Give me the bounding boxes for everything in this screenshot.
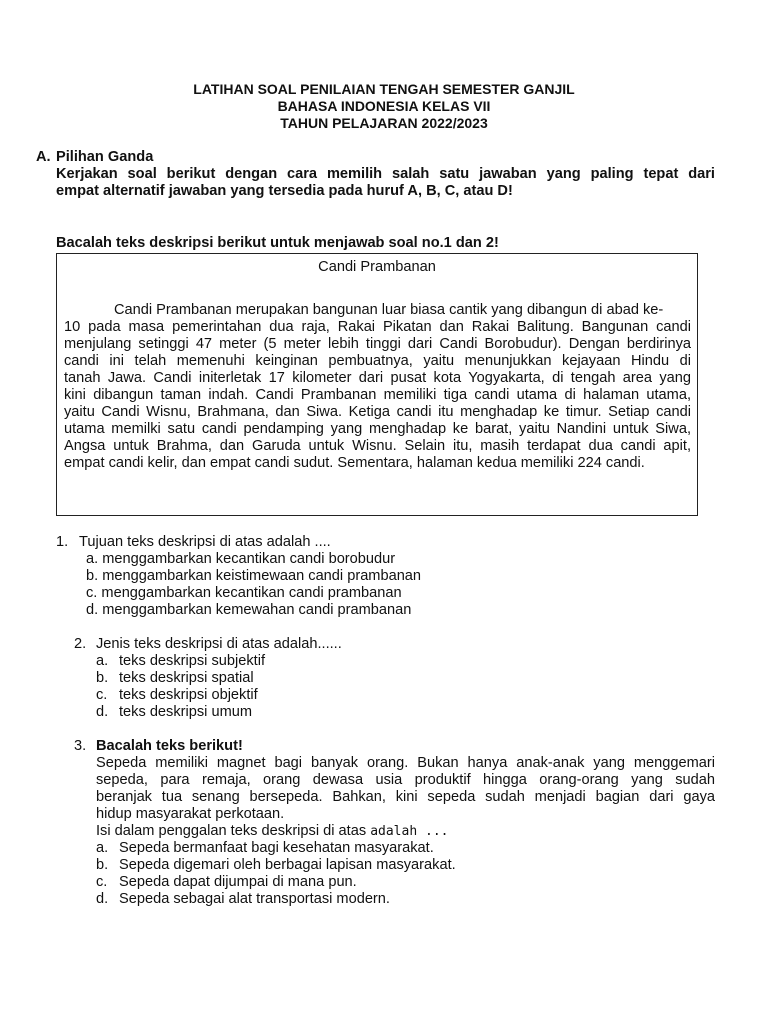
question-3-option-c[interactable]: Sepeda dapat dijumpai di mana pun. bbox=[119, 874, 357, 890]
instruction-line-2: empat alternatif jawaban yang tersedia pada huruf A, B, C, atau D! bbox=[56, 183, 513, 199]
question-2-number: 2. bbox=[74, 636, 87, 652]
question-2-option-a-letter: a. bbox=[96, 653, 109, 669]
header-title-line-3: TAHUN PELAJARAN 2022/2023 bbox=[280, 115, 488, 131]
passage-line: Angsa untuk Brahma, dan Garuda untuk Wisnu. Selain itu, masih terdapat dua candi apit, bbox=[64, 438, 691, 454]
question-2-option-d-letter: d. bbox=[96, 704, 109, 720]
question-1-text: Tujuan teks deskripsi di atas adalah .... bbox=[79, 534, 331, 550]
question-3-option-b[interactable]: Sepeda digemari oleh berbagai lapisan masyarakat. bbox=[119, 857, 456, 873]
option-letter: d. bbox=[86, 602, 99, 618]
section-title: Pilihan Ganda bbox=[56, 149, 154, 165]
option-letter: c. bbox=[86, 585, 98, 601]
question-1-option-b[interactable] bbox=[86, 568, 421, 585]
passage-line: menjulang setinggi 47 meter (5 meter lebih tinggi dari Candi Borobudur). Dengan berdirinya bbox=[64, 336, 691, 352]
option-text: menggambarkan kemewahan candi prambanan bbox=[102, 602, 412, 618]
question-3-option-d-letter: d. bbox=[96, 891, 109, 907]
section-label: A. bbox=[36, 149, 51, 165]
question-3-prompt-tail: adalah ... bbox=[370, 824, 449, 839]
question-2-option-b[interactable]: teks deskripsi spatial bbox=[119, 670, 254, 686]
question-3-option-c-letter: c. bbox=[96, 874, 108, 890]
header-title-line-1: LATIHAN SOAL PENILAIAN TENGAH SEMESTER GANJIL bbox=[193, 81, 575, 97]
question-3-number: 3. bbox=[74, 738, 87, 754]
question-2-option-b-letter: b. bbox=[96, 670, 109, 686]
option-letter: b. bbox=[86, 568, 99, 584]
passage-line: kini dibangun taman indah. Candi Prambanan memiliki tiga candi utama di halaman utama, bbox=[64, 387, 691, 403]
reading-prompt: Bacalah teks deskripsi berikut untuk menjawab soal no.1 dan 2! bbox=[56, 235, 499, 251]
passage-title: Candi Prambanan bbox=[318, 259, 436, 275]
question-1-number: 1. bbox=[56, 534, 69, 550]
question-3-option-b-letter: b. bbox=[96, 857, 109, 873]
passage-line: tanah Jawa. Candi initerletak 17 kilometer dari pusat kota Yogyakarta, di tengah area yang bbox=[64, 370, 691, 386]
question-3-option-a-letter: a. bbox=[96, 840, 109, 856]
question-3-option-d[interactable]: Sepeda sebagai alat transportasi modern. bbox=[119, 891, 390, 907]
passage-line: candi ini telah memenuhi keinginan pembuatnya, yaitu menunjukkan kejayaan Hindu di bbox=[64, 353, 691, 369]
header-title-line-2: BAHASA INDONESIA KELAS VII bbox=[277, 98, 491, 114]
option-text: menggambarkan kecantikan candi borobudur bbox=[102, 551, 396, 567]
option-text: menggambarkan keistimewaan candi prambanan bbox=[102, 568, 422, 584]
question-1-option-c[interactable] bbox=[86, 585, 402, 602]
question-3-text: Bacalah teks berikut! bbox=[96, 738, 243, 754]
question-2-option-d[interactable]: teks deskripsi umum bbox=[119, 704, 253, 720]
question-3-option-a[interactable]: Sepeda bermanfaat bagi kesehatan masyarakat. bbox=[119, 840, 434, 856]
question-3-passage-line: hidup masyarakat perkotaan. bbox=[96, 806, 285, 822]
passage-line: yaitu Candi Wisnu, Brahmana, dan Siwa. Ketiga candi itu menghadap ke timur. Setiap candi bbox=[64, 404, 691, 420]
question-2-text: Jenis teks deskripsi di atas adalah...... bbox=[96, 636, 342, 652]
passage-line: utama memilki satu candi pendamping yang menghadap ke barat, yaitu Nandini untuk Siwa, bbox=[64, 421, 691, 437]
question-2-option-c-letter: c. bbox=[96, 687, 108, 703]
option-letter: a. bbox=[86, 551, 99, 567]
question-2-option-a[interactable]: teks deskripsi subjektif bbox=[119, 653, 265, 669]
passage-line: Candi Prambanan merupakan bangunan luar biasa cantik yang dibangun di abad ke- bbox=[114, 302, 664, 318]
instruction-line-1: Kerjakan soal berikut dengan cara memilih salah satu jawaban yang paling tepat dari bbox=[56, 166, 715, 182]
passage-line: empat candi kelir, dan empat candi sudut. Sementara, halaman kedua memiliki 224 candi. bbox=[64, 455, 645, 471]
question-1-option-a[interactable] bbox=[86, 551, 395, 568]
passage-line: 10 pada masa pemerintahan dua raja, Rakai Pikatan dan Rakai Balitung. Bangunan candi bbox=[64, 319, 691, 335]
question-3-passage-line: sepeda, para remaja, orang dewasa usia produktif hingga orang-orang yang sudah bbox=[96, 772, 715, 788]
question-1-option-d[interactable] bbox=[86, 602, 411, 619]
question-2-option-c[interactable]: teks deskripsi objektif bbox=[119, 687, 258, 703]
option-text: menggambarkan kecantikan candi prambanan bbox=[101, 585, 402, 601]
question-3-passage-line: Sepeda memiliki magnet bagi banyak orang. Bukan hanya anak-anak yang menggemari bbox=[96, 755, 715, 771]
question-3-prompt bbox=[96, 823, 448, 840]
question-3-prompt-main: Isi dalam penggalan teks deskripsi di atas bbox=[96, 823, 371, 839]
question-3-passage-line: beranjak tua senang bersepeda. Bahkan, kini sepeda sudah menjadi bagian dari gaya bbox=[96, 789, 715, 805]
